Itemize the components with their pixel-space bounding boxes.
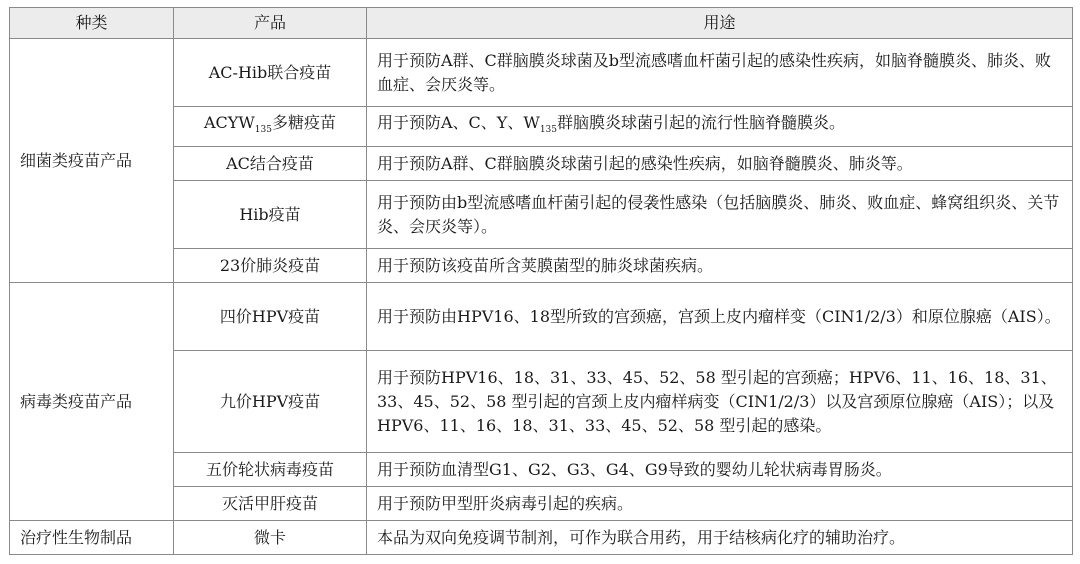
category-viral-vaccines: 病毒类疫苗产品 [10,283,174,521]
product-cell [174,107,367,147]
usage-text-part: 群脑膜炎球菌引起的流行性脑脊髓膜炎。 [557,113,846,132]
product-cell: 灭活甲肝疫苗 [174,487,367,521]
usage-text-part: 用于预防A、C、Y、W [377,113,540,132]
table-row [10,39,1073,107]
table-row [10,283,1073,351]
product-cell: AC结合疫苗 [174,147,367,181]
usage-cell: 用于预防HPV16、18、31、33、45、52、58 型引起的宫颈癌；HPV6、11、16、18、31、33、45、52、58 型引起的宫颈上皮内瘤样病变（CIN1/2/3）以及宫颈原位腺癌（AIS）；以及HPV6、11、16、18、31、33、45、52、58 型引起的感染。 [367,351,1073,453]
product-cell: 五价轮状病毒疫苗 [174,453,367,487]
header-product: 产品 [174,8,367,39]
usage-cell: 用于预防A群、C群脑膜炎球菌及b型流感嗜血杆菌引起的感染性疾病，如脑脊髓膜炎、肺炎、败血症、会厌炎等。 [367,39,1073,107]
header-usage: 用途 [367,8,1073,39]
product-name-part: 多糖疫苗 [271,113,336,132]
usage-subscript: 135 [539,125,557,136]
product-subscript: 135 [254,125,272,136]
usage-cell [367,107,1073,147]
product-cell: 九价HPV疫苗 [174,351,367,453]
usage-cell: 用于预防A群、C群脑膜炎球菌引起的感染性疾病，如脑脊髓膜炎、肺炎等。 [367,147,1073,181]
vaccine-products-table [9,7,1073,555]
usage-cell: 本品为双向免疫调节制剂，可作为联合用药，用于结核病化疗的辅助治疗。 [367,521,1073,555]
usage-cell: 用于预防该疫苗所含荚膜菌型的肺炎球菌疾病。 [367,249,1073,283]
usage-cell: 用于预防由HPV16、18型所致的宫颈癌，宫颈上皮内瘤样变（CIN1/2/3）和原位腺癌（AIS）。 [367,283,1073,351]
product-cell: AC-Hib联合疫苗 [174,39,367,107]
usage-cell: 用于预防甲型肝炎病毒引起的疾病。 [367,487,1073,521]
product-cell: 微卡 [174,521,367,555]
vaccine-table-container [9,7,1073,555]
usage-cell: 用于预防血清型G1、G2、G3、G4、G9导致的婴幼儿轮状病毒胃肠炎。 [367,453,1073,487]
header-category: 种类 [10,8,174,39]
product-cell: 23价肺炎疫苗 [174,249,367,283]
usage-cell: 用于预防由b型流感嗜血杆菌引起的侵袭性感染（包括脑膜炎、肺炎、败血症、蜂窝组织炎、关节炎、会厌炎等）。 [367,181,1073,249]
product-cell: Hib疫苗 [174,181,367,249]
category-bacterial-vaccines: 细菌类疫苗产品 [10,39,174,283]
header-row [10,8,1073,39]
product-cell: 四价HPV疫苗 [174,283,367,351]
product-name-part: ACYW [203,113,255,132]
table-row [10,521,1073,555]
category-therapeutic-biologics: 治疗性生物制品 [10,521,174,555]
